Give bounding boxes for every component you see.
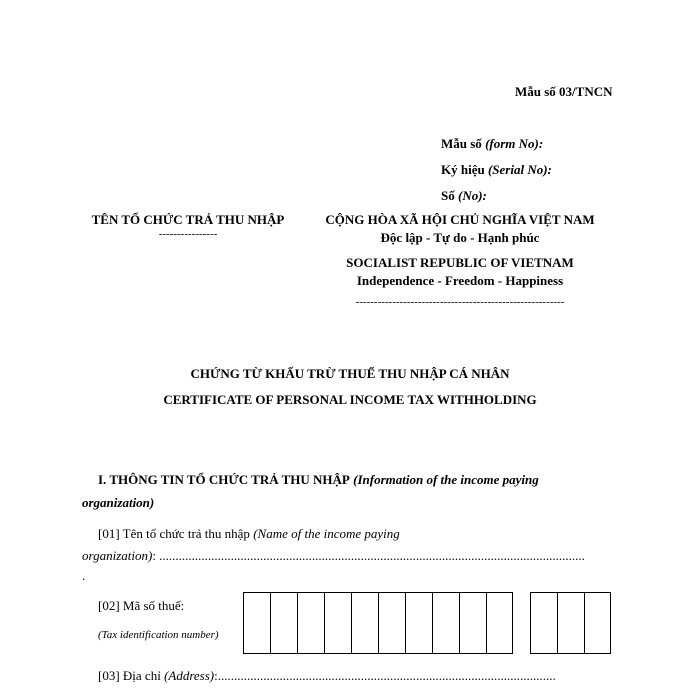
- field03-label: [03] Địa chỉ: [98, 668, 161, 683]
- form-code: Mẫu số 03/TNCN: [515, 84, 613, 99]
- section1-heading-en-cont: organization): [82, 495, 155, 510]
- field01-tail: .: [82, 568, 86, 583]
- tax-id-digit-box[interactable]: [530, 592, 557, 654]
- field03-label-en: (Address): [164, 668, 215, 683]
- field02-label-en: (Tax identification number): [98, 629, 219, 641]
- field03-dotted-fill: :........................................................................................................: [214, 668, 556, 683]
- serial-number-label: Ký hiệu: [441, 162, 485, 177]
- field01-label-en: (Name of the income paying: [253, 526, 400, 541]
- serial-number-field: [441, 162, 552, 178]
- field01-label-en-cont: organization): [82, 548, 153, 563]
- tax-id-digit-box[interactable]: [324, 592, 351, 654]
- field01-label: [01] Tên tổ chức trả thu nhập: [98, 526, 250, 541]
- section1-heading: [98, 472, 539, 488]
- form-number-label: Mẫu số: [441, 136, 482, 151]
- national-title-en: SOCIALIST REPUBLIC OF VIETNAM: [346, 255, 574, 270]
- field01-fill-line[interactable]: [82, 548, 585, 564]
- document-number-label: Số: [441, 188, 455, 203]
- form-number-field: [441, 136, 543, 152]
- form-number-label-en: (form No):: [485, 136, 544, 151]
- tax-id-digit-box[interactable]: [557, 592, 584, 654]
- field01-label-line: [98, 526, 400, 542]
- document-title-vn: CHỨNG TỪ KHẤU TRỪ THUẾ THU NHẬP CÁ NHÂN: [190, 366, 510, 381]
- org-name-header: TÊN TỔ CHỨC TRẢ THU NHẬP: [91, 212, 285, 227]
- section1-heading-vn: I. THÔNG TIN TỔ CHỨC TRẢ THU NHẬP: [98, 472, 350, 487]
- tax-id-digit-box[interactable]: [405, 592, 432, 654]
- document-number-field: [441, 188, 487, 204]
- tax-id-digit-box[interactable]: [351, 592, 378, 654]
- tax-id-boxes-suffix[interactable]: [530, 592, 611, 654]
- tax-id-digit-box[interactable]: [432, 592, 459, 654]
- tax-id-boxes-main[interactable]: [243, 592, 513, 654]
- document-number-label-en: (No):: [457, 188, 487, 203]
- section1-heading-en: (Information of the income paying: [353, 472, 539, 487]
- field03-line[interactable]: [98, 668, 556, 684]
- field02-label: [02] Mã số thuế:: [98, 598, 185, 613]
- serial-number-label-en: (Serial No):: [487, 162, 552, 177]
- tax-id-digit-box[interactable]: [459, 592, 486, 654]
- tax-id-digit-box[interactable]: [584, 592, 611, 654]
- national-header-underline: ---------------------------------------------------------: [355, 296, 565, 308]
- document-title-en: CERTIFICATE OF PERSONAL INCOME TAX WITHHOLDING: [163, 392, 537, 407]
- national-motto-en: Independence - Freedom - Happiness: [356, 273, 564, 288]
- tax-id-digit-box[interactable]: [378, 592, 405, 654]
- tax-id-digit-box[interactable]: [486, 592, 513, 654]
- national-motto-vn: Độc lập - Tự do - Hạnh phúc: [380, 230, 540, 245]
- field01-dotted-fill: : ...................................................................................................................................: [152, 548, 585, 563]
- tax-id-digit-box[interactable]: [297, 592, 324, 654]
- tax-id-digit-box[interactable]: [243, 592, 270, 654]
- tax-id-digit-box[interactable]: [270, 592, 297, 654]
- org-header-underline: ----------------: [158, 228, 218, 240]
- national-title-vn: CỘNG HÒA XÃ HỘI CHỦ NGHĨA VIỆT NAM: [325, 212, 595, 227]
